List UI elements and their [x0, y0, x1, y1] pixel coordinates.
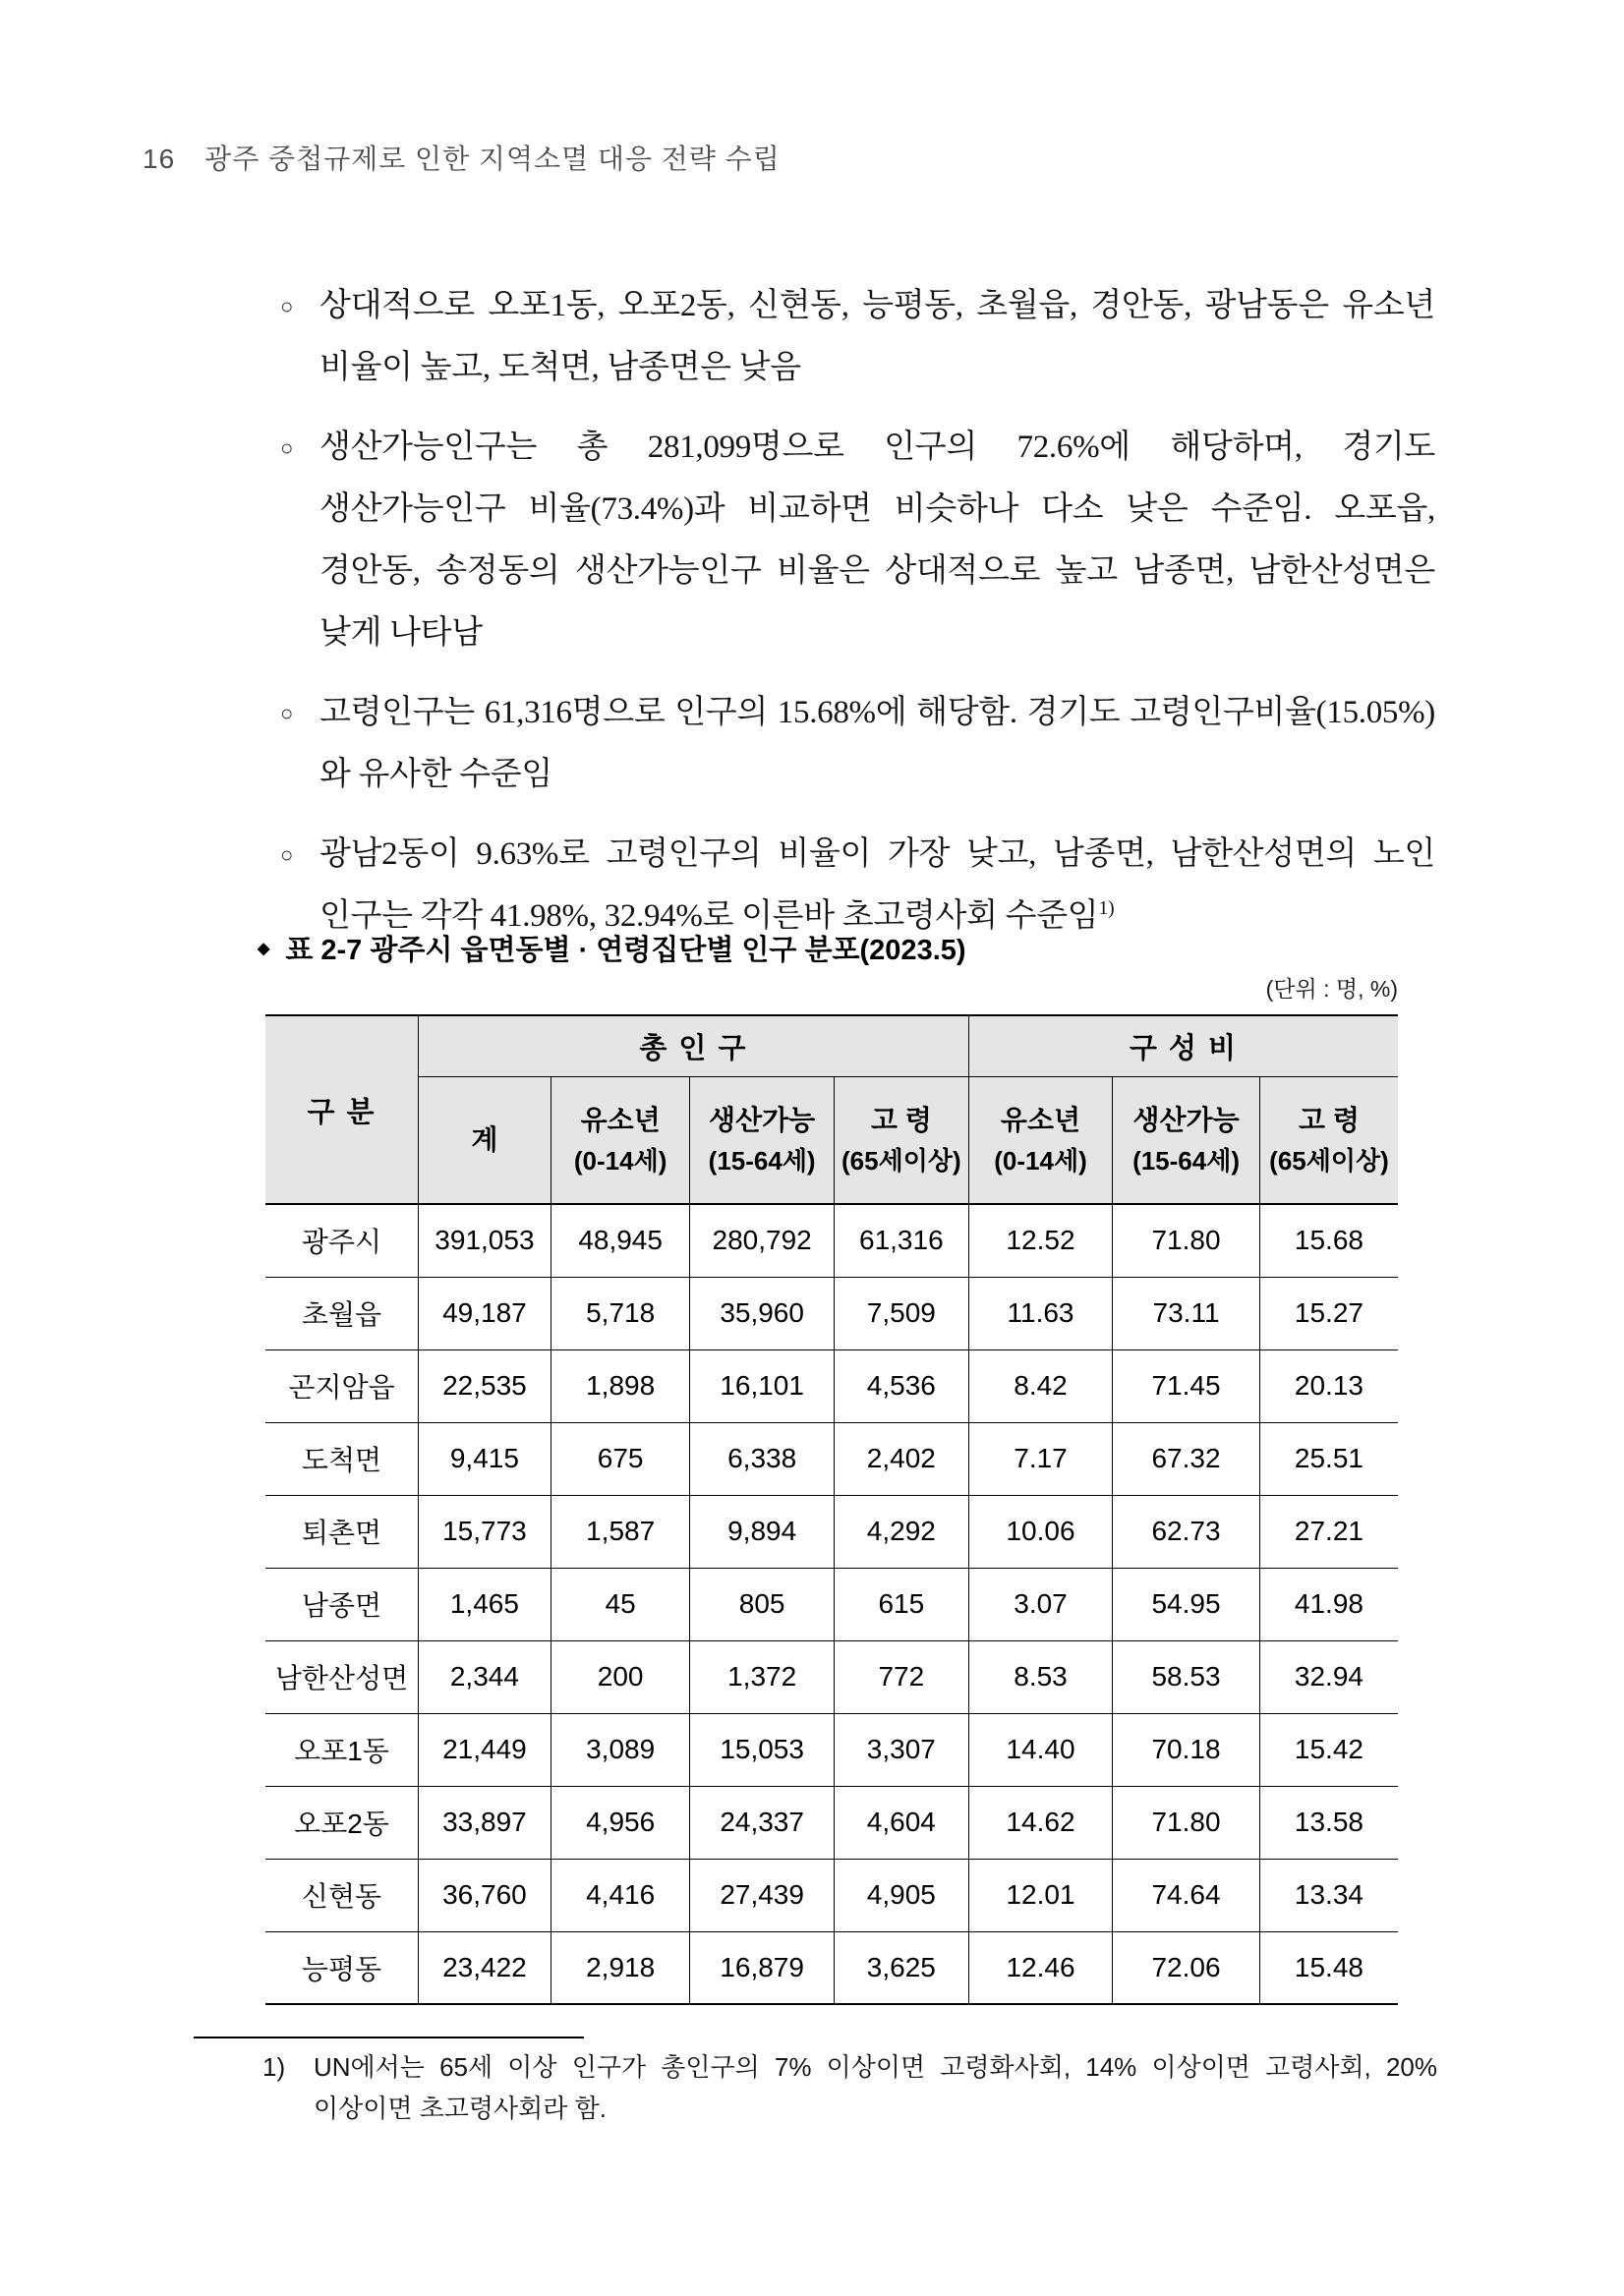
table-cell: 13.58 [1259, 1786, 1398, 1859]
footnote-separator [194, 2037, 584, 2038]
table-cell: 15,053 [690, 1713, 834, 1786]
table-caption: 표 2-7 광주시 읍면동별 · 연령집단별 인구 분포(2023.5) [285, 935, 966, 966]
table-cell: 25.51 [1259, 1422, 1398, 1495]
col-subheader-range: (65세이상) [841, 1146, 961, 1177]
bullet-item [280, 417, 1435, 664]
table-cell: 3.07 [968, 1568, 1112, 1640]
col-subheader-label: 유소년 [1000, 1104, 1081, 1135]
table-row [265, 1204, 1398, 1277]
table-cell: 16,101 [690, 1349, 834, 1422]
table-cell: 35,960 [690, 1277, 834, 1349]
table-cell: 4,604 [834, 1786, 968, 1859]
table-cell: 36,760 [419, 1859, 551, 1931]
table-cell: 15.48 [1259, 1931, 1398, 2004]
row-label: 남한산성면 [265, 1640, 419, 1713]
table-cell: 41.98 [1259, 1568, 1398, 1640]
table-cell: 67.32 [1113, 1422, 1260, 1495]
table-row [265, 1568, 1398, 1640]
table-cell: 280,792 [690, 1204, 834, 1277]
table-cell: 4,536 [834, 1349, 968, 1422]
table-cell: 6,338 [690, 1422, 834, 1495]
table-row [265, 1931, 1398, 2004]
row-label: 오포2동 [265, 1786, 419, 1859]
table-cell: 3,307 [834, 1713, 968, 1786]
table-cell: 61,316 [834, 1204, 968, 1277]
table-cell: 9,894 [690, 1495, 834, 1568]
col-subheader [968, 1076, 1112, 1204]
table-cell: 4,416 [551, 1859, 690, 1931]
col-subheader-label: 고 령 [1299, 1104, 1360, 1135]
table-cell: 22,535 [419, 1349, 551, 1422]
table-cell: 3,089 [551, 1713, 690, 1786]
table-cell: 48,945 [551, 1204, 690, 1277]
table-cell: 49,187 [419, 1277, 551, 1349]
table-cell: 21,449 [419, 1713, 551, 1786]
bullet-text-content: 상대적으로 오포1동, 오포2동, 신현동, 능평동, 초월읍, 경안동, 광남동은 유소년 비율이 높고, 도척면, 남종면은 낮음 [319, 288, 1435, 385]
bullet-marker-icon: ○ [280, 435, 294, 460]
table-cell: 3,625 [834, 1931, 968, 2004]
table-cell: 1,372 [690, 1640, 834, 1713]
col-subheader [1113, 1076, 1260, 1204]
table-cell: 8.42 [968, 1349, 1112, 1422]
row-label: 오포1동 [265, 1713, 419, 1786]
footnote-text: UN에서는 65세 이상 인구가 총인구의 7% 이상이면 고령화사회, 14% 이상이면 고령사회, 20% 이상이면 초고령사회라 함. [314, 2052, 1437, 2123]
table-cell: 9,415 [419, 1422, 551, 1495]
bullet-marker-icon: ○ [280, 294, 294, 318]
row-label: 광주시 [265, 1204, 419, 1277]
population-table [265, 1014, 1398, 2005]
table-cell: 10.06 [968, 1495, 1112, 1568]
running-title: 광주 중첩규제로 인한 지역소멸 대응 전략 수립 [204, 144, 781, 174]
row-label: 남종면 [265, 1568, 419, 1640]
footnote [262, 2046, 1437, 2129]
table-cell: 32.94 [1259, 1640, 1398, 1713]
table-cell: 72.06 [1113, 1931, 1260, 2004]
table-cell: 2,344 [419, 1640, 551, 1713]
table-cell: 805 [690, 1568, 834, 1640]
bullet-text-content: 생산가능인구는 총 281,099명으로 인구의 72.6%에 해당하며, 경기도 생산가능인구 비율(73.4%)과 비교하면 비슷하나 다소 낮은 수준임. 오포읍, 경안동, 송정동의 생산가능인구 비율은 상대적으로 높고 남종면, 남한산성면은 낮게 나타남 [319, 430, 1435, 651]
col-subheader-label: 계 [471, 1124, 498, 1156]
bullet-marker-icon: ○ [280, 701, 294, 725]
table-cell: 15,773 [419, 1495, 551, 1568]
table-cell: 2,918 [551, 1931, 690, 2004]
col-subheader-label: 생산가능 [709, 1104, 816, 1135]
table-cell: 54.95 [1113, 1568, 1260, 1640]
table-cell: 15.27 [1259, 1277, 1398, 1349]
table-row [265, 1640, 1398, 1713]
table-row [265, 1422, 1398, 1495]
col-subheader-label: 유소년 [580, 1104, 661, 1135]
table-cell: 62.73 [1113, 1495, 1260, 1568]
table-cell: 13.34 [1259, 1859, 1398, 1931]
col-subheader-range: (15-64세) [1132, 1146, 1240, 1177]
table-cell: 7.17 [968, 1422, 1112, 1495]
footnote-marker: 1) [262, 2052, 286, 2082]
col-subheader-range: (0-14세) [573, 1146, 667, 1177]
table-row [265, 1495, 1398, 1568]
row-label: 능평동 [265, 1931, 419, 2004]
row-label: 도척면 [265, 1422, 419, 1495]
caption-diamond-icon: ◆ [258, 940, 270, 957]
table-cell: 27.21 [1259, 1495, 1398, 1568]
col-group-composition-ratio: 구 성 비 [968, 1015, 1398, 1076]
table-row [265, 1277, 1398, 1349]
table-cell: 58.53 [1113, 1640, 1260, 1713]
table-cell: 1,587 [551, 1495, 690, 1568]
table-cell: 11.63 [968, 1277, 1112, 1349]
table-cell: 12.52 [968, 1204, 1112, 1277]
col-subheader-label: 생산가능 [1132, 1104, 1240, 1135]
col-subheader-range: (65세이상) [1269, 1146, 1389, 1177]
table-cell: 615 [834, 1568, 968, 1640]
table-cell: 14.62 [968, 1786, 1112, 1859]
col-subheader [419, 1076, 551, 1204]
row-label: 퇴촌면 [265, 1495, 419, 1568]
row-label: 신현동 [265, 1859, 419, 1931]
page-number: 16 [143, 144, 176, 174]
table-cell: 8.53 [968, 1640, 1112, 1713]
table-cell: 1,465 [419, 1568, 551, 1640]
table-cell: 12.01 [968, 1859, 1112, 1931]
table-cell: 4,956 [551, 1786, 690, 1859]
col-subheader [1259, 1076, 1398, 1204]
table-cell: 70.18 [1113, 1713, 1260, 1786]
table-cell: 45 [551, 1568, 690, 1640]
row-label: 초월읍 [265, 1277, 419, 1349]
unit-note: (단위 : 명, %) [1265, 976, 1398, 1002]
table-cell: 7,509 [834, 1277, 968, 1349]
table-cell: 73.11 [1113, 1277, 1260, 1349]
table-cell: 27,439 [690, 1859, 834, 1931]
table-caption-row [258, 928, 966, 968]
table-cell: 4,905 [834, 1859, 968, 1931]
table-cell: 15.42 [1259, 1713, 1398, 1786]
table-cell: 200 [551, 1640, 690, 1713]
page-header [143, 138, 781, 177]
table-cell: 74.64 [1113, 1859, 1260, 1931]
table-cell: 15.68 [1259, 1204, 1398, 1277]
table-row [265, 1713, 1398, 1786]
table-cell: 33,897 [419, 1786, 551, 1859]
bullet-text [319, 417, 1435, 664]
table-row [265, 1859, 1398, 1931]
col-subheader [834, 1076, 968, 1204]
table-cell: 675 [551, 1422, 690, 1495]
col-header-category: 구 분 [265, 1015, 419, 1204]
col-subheader [551, 1076, 690, 1204]
table-cell: 71.80 [1113, 1204, 1260, 1277]
col-group-total-population: 총 인 구 [419, 1015, 969, 1076]
bullet-item [280, 275, 1435, 399]
table-cell: 14.40 [968, 1713, 1112, 1786]
table-cell: 5,718 [551, 1277, 690, 1349]
bullet-item [280, 682, 1435, 806]
table-cell: 391,053 [419, 1204, 551, 1277]
table-cell: 1,898 [551, 1349, 690, 1422]
bullet-text [319, 275, 1435, 399]
table-cell: 71.45 [1113, 1349, 1260, 1422]
col-subheader-label: 고 령 [870, 1104, 932, 1135]
table-cell: 20.13 [1259, 1349, 1398, 1422]
table-cell: 2,402 [834, 1422, 968, 1495]
table-cell: 16,879 [690, 1931, 834, 2004]
bullet-text-content: 고령인구는 61,316명으로 인구의 15.68%에 해당함. 경기도 고령인구비율(15.05%)와 유사한 수준임 [319, 695, 1435, 792]
table-row [265, 1786, 1398, 1859]
col-subheader-range: (15-64세) [708, 1146, 816, 1177]
table-cell: 4,292 [834, 1495, 968, 1568]
footnote-reference: 1) [1098, 897, 1115, 919]
row-label: 곤지암읍 [265, 1349, 419, 1422]
bullet-text [319, 682, 1435, 806]
bullet-list [280, 275, 1435, 965]
bullet-text-content: 광남2동이 9.63%로 고령인구의 비율이 가장 낮고, 남종면, 남한산성면의 노인 인구는 각각 41.98%, 32.94%로 이른바 초고령사회 수준임 [319, 836, 1435, 934]
table-cell: 12.46 [968, 1931, 1112, 2004]
col-subheader [690, 1076, 834, 1204]
table-cell: 23,422 [419, 1931, 551, 2004]
bullet-marker-icon: ○ [280, 842, 294, 867]
table-row [265, 1349, 1398, 1422]
table-cell: 24,337 [690, 1786, 834, 1859]
table-cell: 71.80 [1113, 1786, 1260, 1859]
table-cell: 772 [834, 1640, 968, 1713]
col-subheader-range: (0-14세) [994, 1146, 1087, 1177]
